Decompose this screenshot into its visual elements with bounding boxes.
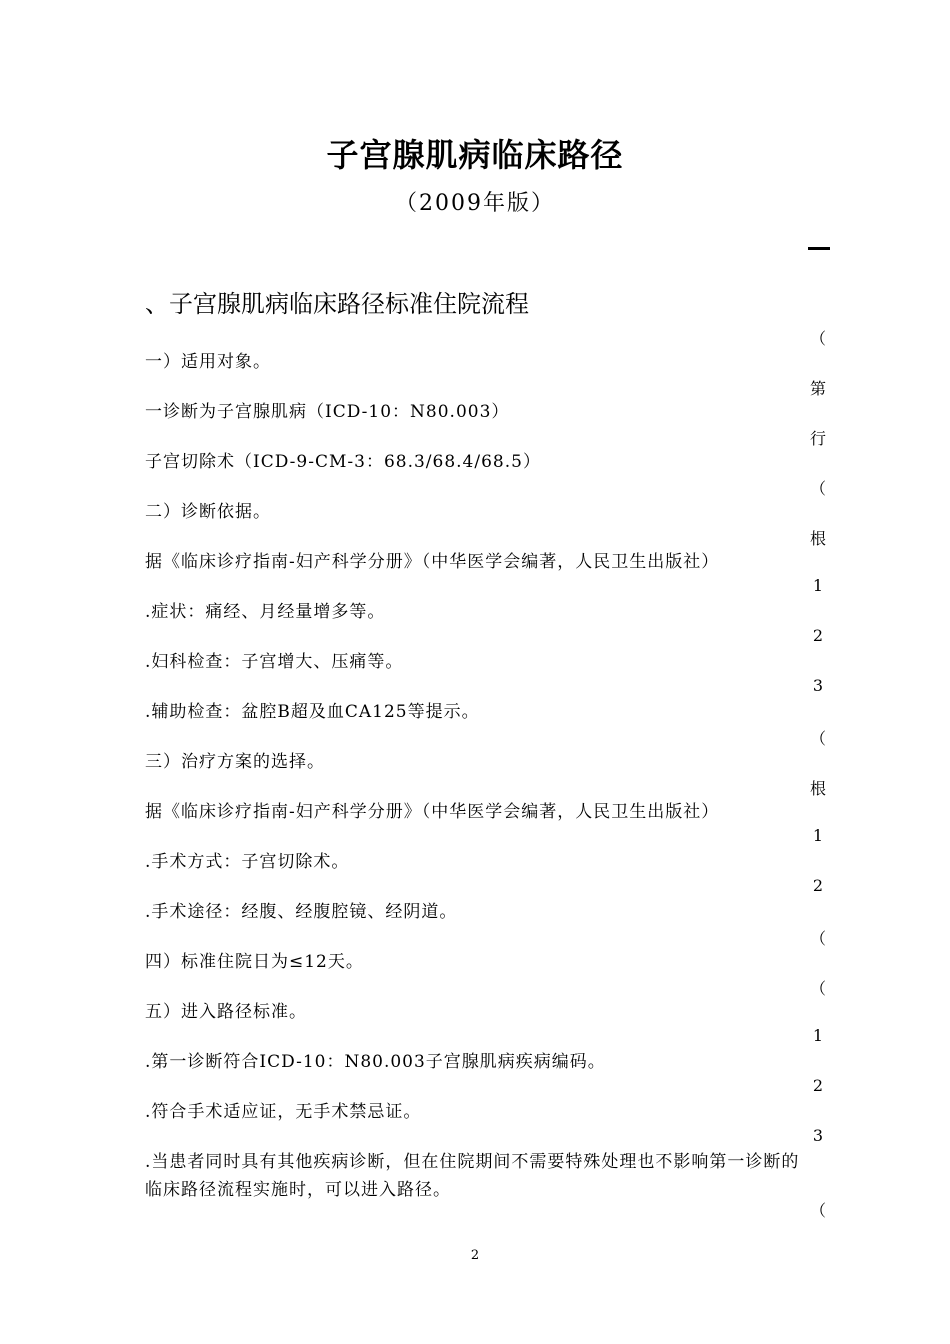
margin-char: 1 bbox=[812, 826, 824, 845]
margin-char: 3 bbox=[812, 1126, 824, 1145]
margin-char: 1 bbox=[812, 576, 824, 595]
subsection-heading-1: 一）适用对象。 bbox=[145, 352, 271, 372]
document-title: 子宫腺肌病临床路径 bbox=[326, 136, 624, 174]
margin-char: 根 bbox=[809, 529, 826, 548]
margin-char: 根 bbox=[809, 779, 826, 798]
subsection-heading-4: 四）标准住院日为≤12天。 bbox=[145, 952, 364, 972]
body-line: .手术途径：经腹、经腹腔镜、经阴道。 bbox=[145, 902, 458, 922]
margin-char: 行 bbox=[809, 429, 826, 448]
body-line: 一诊断为子宫腺肌病（ICD-10：N80.003） bbox=[145, 402, 510, 422]
subsection-heading-2: 二）诊断依据。 bbox=[145, 502, 271, 522]
subsection-heading-3: 三）治疗方案的选择。 bbox=[145, 752, 325, 772]
margin-char: 2 bbox=[812, 1076, 824, 1095]
margin-char: 2 bbox=[812, 626, 824, 645]
body-paragraph: .当患者同时具有其他疾病诊断，但在住院期间不需要特殊处理也不影响第一诊断的临床路径流程实施时，可以进入路径。 bbox=[145, 1152, 800, 1200]
page-number: 2 bbox=[470, 1248, 480, 1263]
margin-char: 2 bbox=[812, 876, 824, 895]
margin-dash bbox=[808, 247, 830, 250]
margin-char: （ bbox=[809, 479, 826, 498]
body-line: .第一诊断符合ICD-10：N80.003子宫腺肌病疾病编码。 bbox=[145, 1052, 606, 1072]
margin-char: （ bbox=[809, 729, 826, 748]
document-edition: （2009年版） bbox=[395, 191, 555, 216]
body-line: .症状：痛经、月经量增多等。 bbox=[145, 602, 386, 622]
body-line: 据《临床诊疗指南-妇产科学分册》（中华医学会编著，人民卫生出版社） bbox=[145, 802, 720, 822]
margin-char: 1 bbox=[812, 1026, 824, 1045]
section-heading: 、子宫腺肌病临床路径标准住院流程 bbox=[145, 290, 529, 318]
body-line: .辅助检查：盆腔B超及血CA125等提示。 bbox=[145, 702, 480, 722]
body-line: .妇科检查：子宫增大、压痛等。 bbox=[145, 652, 404, 672]
subsection-heading-5: 五）进入路径标准。 bbox=[145, 1002, 307, 1022]
margin-char: （ bbox=[809, 1201, 826, 1220]
margin-char: （ bbox=[809, 929, 826, 948]
body-line: .符合手术适应证，无手术禁忌证。 bbox=[145, 1102, 422, 1122]
margin-char: 3 bbox=[812, 676, 824, 695]
margin-char: 第 bbox=[809, 379, 826, 398]
margin-char: （ bbox=[809, 979, 826, 998]
body-line: .手术方式：子宫切除术。 bbox=[145, 852, 350, 872]
body-line: 据《临床诊疗指南-妇产科学分册》（中华医学会编著，人民卫生出版社） bbox=[145, 552, 720, 572]
margin-char: （ bbox=[809, 329, 826, 348]
body-line: 子宫切除术（ICD-9-CM-3：68.3/68.4/68.5） bbox=[145, 452, 541, 472]
